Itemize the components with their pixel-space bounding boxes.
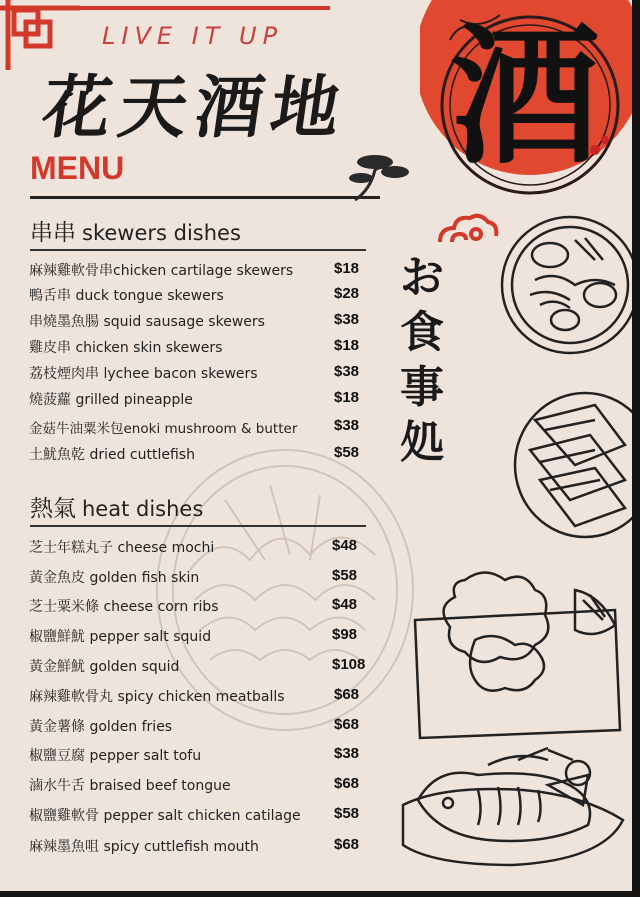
vertical-char: 食 — [400, 307, 444, 358]
item-name: 雞皮串 chicken skin skewers — [29, 340, 223, 356]
vertical-slogan — [392, 250, 452, 470]
menu-label: MENU — [30, 150, 125, 186]
section-divider — [30, 525, 366, 527]
grilled-fish-illustration — [398, 745, 638, 880]
vertical-char: 処 — [400, 417, 444, 468]
page-border-bottom — [0, 891, 640, 897]
item-price: $58 — [334, 444, 360, 461]
item-name: 麻辣雞軟骨丸 spicy chicken meatballs — [29, 689, 285, 705]
item-price: $18 — [334, 389, 360, 406]
item-price: $38 — [334, 311, 360, 328]
item-price: $48 — [332, 596, 358, 613]
cloud-icon — [434, 212, 500, 252]
item-price: $18 — [334, 260, 360, 277]
section-title-en: skewers dishes — [82, 221, 241, 245]
item-name: 麻辣墨魚咀 spicy cuttlefish mouth — [29, 839, 259, 855]
item-price: $58 — [332, 567, 358, 584]
item-name: 黃金薯條 golden fries — [29, 719, 173, 735]
fried-chicken-illustration — [405, 560, 635, 740]
item-name: 荔枝煙肉串 lychee bacon skewers — [29, 366, 258, 382]
section-divider — [30, 249, 366, 251]
item-name: 椒鹽豆腐 pepper salt tofu — [29, 748, 202, 764]
salmon-slices-illustration — [505, 370, 635, 540]
item-name: 麻辣雞軟骨串chicken cartilage skewers — [29, 263, 294, 279]
item-price: $48 — [332, 537, 358, 554]
item-price: $38 — [334, 745, 360, 762]
item-name: 金菇牛油粟米包enoki mushroom & butter — [29, 421, 298, 437]
item-price: $38 — [334, 363, 360, 380]
section-title-cn: 串串 — [30, 220, 76, 246]
tagline: LIVE IT UP — [102, 22, 284, 50]
section-title-en: heat dishes — [82, 497, 204, 521]
ramen-bowl-illustration — [495, 210, 635, 360]
item-price: $68 — [334, 716, 360, 733]
item-name: 黃金鮮魷 golden squid — [29, 659, 180, 675]
item-name: 串燒墨魚腸 squid sausage skewers — [29, 314, 265, 330]
vertical-char: お — [400, 252, 444, 303]
item-price: $68 — [334, 775, 360, 792]
item-price: $68 — [334, 686, 360, 703]
item-name: 鴨舌串 duck tongue skewers — [29, 288, 224, 304]
item-price: $38 — [334, 417, 360, 434]
bonsai-tree-icon — [345, 150, 415, 205]
top-red-line — [80, 6, 330, 10]
item-price: $68 — [334, 836, 360, 853]
vertical-char: 事 — [400, 362, 444, 413]
item-name: 芝士年糕丸子 cheese mochi — [29, 540, 215, 556]
section-title-skewers — [30, 214, 241, 247]
item-name: 椒鹽雞軟骨 pepper salt chicken catilage — [29, 808, 301, 824]
restaurant-title: 花天酒地 — [37, 68, 353, 148]
item-price: $108 — [332, 656, 366, 673]
item-name: 芝士粟米條 cheese corn ribs — [29, 599, 219, 615]
item-name: 椒鹽鮮魷 pepper salt squid — [29, 629, 212, 645]
item-name: 滷水牛舌 braised beef tongue — [29, 778, 231, 794]
item-name: 黃金魚皮 golden fish skin — [29, 570, 200, 586]
section-title-heat — [30, 490, 203, 523]
item-price: $28 — [334, 285, 360, 302]
item-name: 土魷魚乾 dried cuttlefish — [29, 447, 195, 463]
item-name: 燒菠蘿 grilled pineapple — [29, 392, 193, 408]
item-price: $18 — [334, 337, 360, 354]
item-price: $58 — [334, 805, 360, 822]
page-border-right — [632, 0, 640, 897]
item-price: $98 — [332, 626, 358, 643]
section-title-cn: 熱氣 — [30, 496, 76, 522]
menu-divider — [30, 196, 380, 199]
logo-character: 酒 — [450, 9, 601, 185]
